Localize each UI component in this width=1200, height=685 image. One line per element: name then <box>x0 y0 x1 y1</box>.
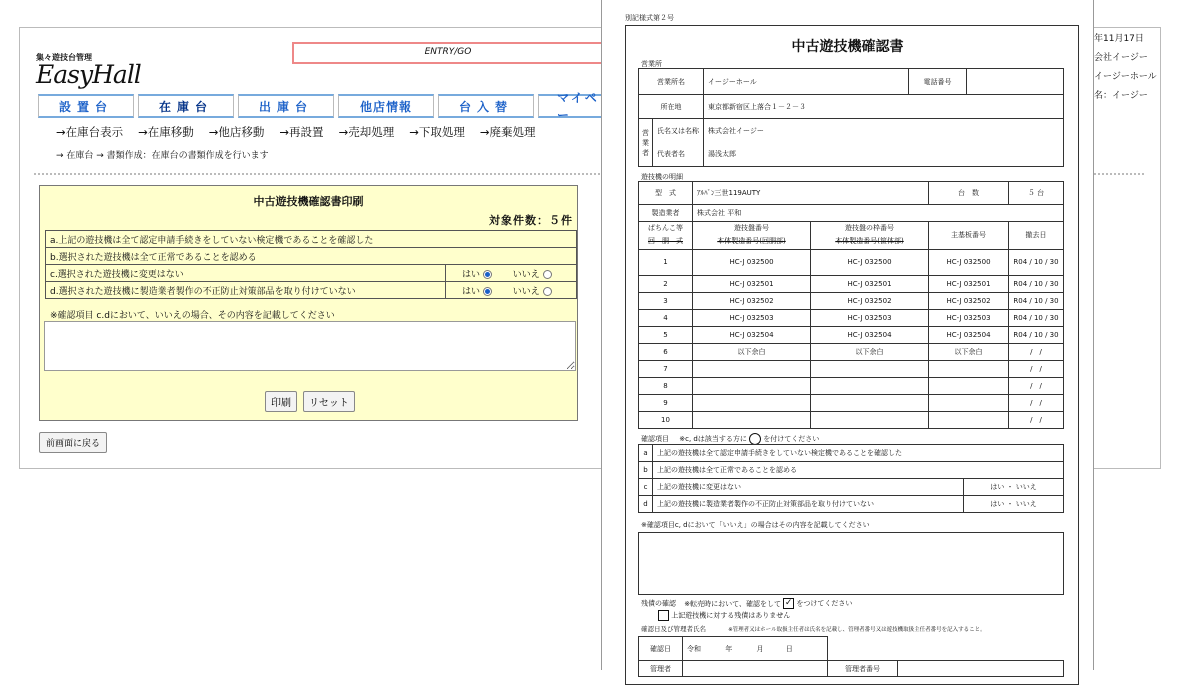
check-table <box>45 230 577 299</box>
type-value: ｱﾙﾊﾞﾝ三世119AUTY <box>693 182 929 205</box>
company-label: 氏名又は名称 <box>653 119 704 143</box>
confirm-row-b <box>639 462 1064 479</box>
rep-value: 湯浅太郎 <box>704 143 1064 167</box>
year-label: 年 <box>725 644 733 653</box>
confirm-b-key: b <box>639 462 653 479</box>
residue-item-text: 上記遊技機に対する残債はありません <box>671 611 791 620</box>
row-number: 5 <box>639 327 693 344</box>
subnav-disposal[interactable]: →廃棄処理 <box>479 125 536 139</box>
main-board-number: HC-J 032503 <box>929 310 1009 327</box>
row-number: 4 <box>639 310 693 327</box>
check-d-text: d.選択された遊技機に製造業者製作の不正防止対策部品を取り付けていない <box>46 282 446 299</box>
removal-date: R04 / 10 / 30 <box>1009 310 1064 327</box>
check-d-yes-radio[interactable] <box>483 287 492 296</box>
confirm-date-value <box>683 637 828 661</box>
check-b-text: b.選択された遊技機は全て正常であることを認める <box>46 248 577 265</box>
subnav-other-store-move[interactable]: →他店移動 <box>208 125 265 139</box>
header-hall: イージーホール <box>1094 72 1157 82</box>
check-c-yes-radio[interactable] <box>483 270 492 279</box>
residue-hint-pre: ※転売時において、確認をして <box>684 599 781 608</box>
check-c-no-radio[interactable] <box>543 270 552 279</box>
maker-row <box>639 204 1064 221</box>
form-number: 別記様式第２号 <box>625 14 674 22</box>
board-number: 以下余白 <box>693 344 811 361</box>
detail-row <box>639 276 1064 293</box>
document-preview <box>601 0 1094 673</box>
subnav-sale[interactable]: →売却処理 <box>338 125 395 139</box>
print-panel <box>39 185 578 421</box>
confirm-c-text: 上記の遊技機に変更はない <box>653 479 964 496</box>
removal-date: R04 / 10 / 30 <box>1009 249 1064 275</box>
check-mark-icon: ✓ <box>784 598 793 608</box>
confirm-hint-pre: ※c, dは該当する方に <box>679 435 747 443</box>
col5-header: 撤去日 <box>1009 221 1064 249</box>
removal-date: / / <box>1009 344 1064 361</box>
removal-date: / / <box>1009 361 1064 378</box>
row-number: 6 <box>639 344 693 361</box>
back-button[interactable]: 前画面に戻る <box>39 432 107 453</box>
col4-header: 主基板番号 <box>929 221 1009 249</box>
panel-buttons <box>265 391 355 412</box>
col1-header <box>639 221 693 249</box>
confirm-label: 確認項目 <box>641 435 669 443</box>
entry-bar[interactable]: ENTRY/GO <box>292 42 602 64</box>
confirm-a-key: a <box>639 445 653 462</box>
removal-date: R04 / 10 / 30 <box>1009 293 1064 310</box>
board-number <box>693 361 811 378</box>
board-number <box>693 395 811 412</box>
office-name: イージーホール <box>704 69 909 95</box>
row-number: 3 <box>639 293 693 310</box>
maker-label: 製造業者 <box>639 204 693 221</box>
day-label: 日 <box>785 644 793 653</box>
board-number: HC-J 032504 <box>693 327 811 344</box>
detail-row <box>639 412 1064 429</box>
confirm-row-c <box>639 479 1064 496</box>
doc-note-box <box>638 532 1064 595</box>
frame-number: HC-J 032504 <box>811 327 929 344</box>
header-info <box>1094 30 1157 106</box>
col3-header-b: 本体製造番号(筐体部) <box>835 237 904 246</box>
maker-value: 株式会社 平和 <box>693 204 1064 221</box>
date-manager-table <box>638 636 1064 677</box>
check-row-d <box>46 282 577 299</box>
frame-number: 以下余白 <box>811 344 929 361</box>
detail-row <box>639 249 1064 275</box>
address-label: 所在地 <box>639 95 704 119</box>
brand <box>36 52 141 87</box>
check-c-text: c.選択された遊技機に変更はない <box>46 265 446 282</box>
frame-number <box>811 361 929 378</box>
manager-label: 管理者 <box>639 661 683 677</box>
check-c-yes-label: はい <box>462 269 481 280</box>
main-board-number <box>929 361 1009 378</box>
tab-installed[interactable]: 設置台 <box>38 94 134 118</box>
frame-number <box>811 395 929 412</box>
detail-row <box>639 310 1064 327</box>
col2-header <box>693 221 811 249</box>
phone-value <box>967 69 1064 95</box>
detail-row <box>639 293 1064 310</box>
month-label: 月 <box>756 644 764 653</box>
main-board-number: 以下余白 <box>929 344 1009 361</box>
check-d-no-label: いいえ <box>512 286 540 297</box>
doc-note-label: ※確認項目c, dにおいて「いいえ」の場合はその内容を記載してください <box>641 521 870 529</box>
removal-date: / / <box>1009 395 1064 412</box>
check-d-yes-label: はい <box>462 286 481 297</box>
brand-logo: EasyHall <box>36 60 141 89</box>
removal-date: / / <box>1009 412 1064 429</box>
phone-label: 電話番号 <box>909 69 967 95</box>
header-company: 会社イージー <box>1094 53 1148 63</box>
main-board-number: HC-J 032501 <box>929 276 1009 293</box>
manager-row <box>639 661 1064 677</box>
residue-hint-post: をつけてください <box>796 599 853 608</box>
detail-row <box>639 361 1064 378</box>
main-board-number <box>929 412 1009 429</box>
frame-number: HC-J 032501 <box>811 276 929 293</box>
removal-date: / / <box>1009 378 1064 395</box>
frame-number: HC-J 032502 <box>811 293 929 310</box>
target-count: 対象件数：５件 <box>489 214 573 227</box>
row-number: 1 <box>639 249 693 275</box>
check-d-options <box>446 282 577 299</box>
col1-header-b: 回 胴 式 <box>648 237 683 246</box>
detail-row <box>639 378 1064 395</box>
col2-header-a: 遊技盤番号 <box>734 224 769 233</box>
sub-nav <box>56 124 550 140</box>
col1-header-a: ぱちんこ等 <box>648 224 683 233</box>
board-number: HC-J 032503 <box>693 310 811 327</box>
company-value: 株式会社イージー <box>704 119 1064 143</box>
business-label: 営業所 <box>641 60 662 68</box>
note-textarea[interactable] <box>44 321 576 371</box>
breadcrumb: → 在庫台 → 書類作成：在庫台の書類作成を行います <box>56 151 269 161</box>
confirm-d-answer: はい ・ いいえ <box>964 496 1064 513</box>
check-c-no-label: いいえ <box>512 269 540 280</box>
main-board-number <box>929 395 1009 412</box>
header-user: 名：イージー <box>1094 91 1148 101</box>
residue-heading <box>641 598 852 609</box>
header-date: 年11月17日 <box>1094 34 1144 44</box>
confirm-row-a <box>639 445 1064 462</box>
removal-date: R04 / 10 / 30 <box>1009 327 1064 344</box>
panel-title: 中古遊技機確認書印刷 <box>253 195 364 208</box>
row-number: 2 <box>639 276 693 293</box>
check-row-b <box>46 248 577 265</box>
units-label: 台 数 <box>929 182 1009 205</box>
row-number: 7 <box>639 361 693 378</box>
main-board-number <box>929 378 1009 395</box>
type-label: 型 式 <box>639 182 693 205</box>
subnav-reinstall[interactable]: →再設置 <box>279 125 324 139</box>
confirm-d-text: 上記の遊技機に製造業者製作の不正防止対策部品を取り付けていない <box>653 496 964 513</box>
business-table <box>638 68 1064 167</box>
check-a-text: a.上記の遊技機は全て認定申請手続きをしていない検定機であることを確認した <box>46 231 577 248</box>
row-number: 8 <box>639 378 693 395</box>
check-row-c <box>46 265 577 282</box>
confirm-c-key: c <box>639 479 653 496</box>
detail-row <box>639 327 1064 344</box>
type-row <box>639 182 1064 205</box>
frame-number <box>811 378 929 395</box>
operator-label: 営業者 <box>639 119 653 167</box>
subnav-inventory-move[interactable]: →在庫移動 <box>138 125 194 139</box>
residue-label: 残債の確認 <box>641 599 676 608</box>
tab-other-store[interactable]: 他店情報 <box>338 94 434 118</box>
reset-button[interactable]: リセット <box>303 391 355 412</box>
check-d-no-radio[interactable] <box>543 287 552 296</box>
office-name-label: 営業所名 <box>639 69 704 95</box>
check-c-options <box>446 265 577 282</box>
rep-row <box>639 143 1064 167</box>
blank-cell <box>828 637 1064 661</box>
main-board-number: HC-J 032500 <box>929 249 1009 275</box>
frame-number: HC-J 032500 <box>811 249 929 275</box>
manager-no-value <box>898 661 1064 677</box>
main-board-number: HC-J 032504 <box>929 327 1009 344</box>
confirm-c-answer: はい ・ いいえ <box>964 479 1064 496</box>
frame-number <box>811 412 929 429</box>
confirm-hint-post: を付けてください <box>763 435 820 443</box>
confirm-d-key: d <box>639 496 653 513</box>
era-label: 令和 <box>687 644 701 653</box>
company-row <box>639 119 1064 143</box>
residue-checkbox <box>658 610 669 621</box>
date-manager-note: ※管理者又はホール取扱主任者は氏名を記載し、管理者番号又は遊技機取扱主任者番号を記入すること。 <box>728 627 986 633</box>
board-number <box>693 378 811 395</box>
col3-header <box>811 221 929 249</box>
confirm-b-text: 上記の遊技機は全て正常であることを認める <box>653 462 1064 479</box>
board-number: HC-J 032500 <box>693 249 811 275</box>
rep-label: 代表者名 <box>653 143 704 167</box>
removal-date: R04 / 10 / 30 <box>1009 276 1064 293</box>
tab-mypage[interactable]: マイペー <box>538 94 610 118</box>
frame-number: HC-J 032503 <box>811 310 929 327</box>
confirm-table <box>638 444 1064 513</box>
manager-no-label: 管理者番号 <box>828 661 898 677</box>
tab-inventory[interactable]: 在庫台 <box>138 94 234 118</box>
date-manager-heading <box>641 624 986 633</box>
row-number: 10 <box>639 412 693 429</box>
confirm-date-label: 確認日 <box>639 637 683 661</box>
board-number: HC-J 032501 <box>693 276 811 293</box>
col3-header-a: 遊技盤の枠番号 <box>845 224 894 233</box>
confirm-date-row <box>639 637 1064 661</box>
detail-label: 遊技機の明細 <box>641 173 683 181</box>
address-value: 東京都新宿区上落合１－２－３ <box>704 95 1064 119</box>
residue-item <box>658 610 790 621</box>
document-title: 中古遊技機確認書 <box>791 39 904 55</box>
board-number: HC-J 032502 <box>693 293 811 310</box>
confirm-a-text: 上記の遊技機は全て認定申請手続きをしていない検定機であることを確認した <box>653 445 1064 462</box>
brand-subtitle: 集々遊技台管理 <box>36 53 92 62</box>
tab-replacement[interactable]: 台入替 <box>438 94 534 118</box>
main-board-number: HC-J 032502 <box>929 293 1009 310</box>
address-row <box>639 95 1064 119</box>
header-row <box>639 221 1064 249</box>
detail-rows <box>639 249 1064 428</box>
units-value: ５ 台 <box>1009 182 1064 205</box>
detail-row <box>639 395 1064 412</box>
main-tabs <box>38 91 610 122</box>
row-number: 9 <box>639 395 693 412</box>
date-manager-label: 確認日及び管理者氏名 <box>641 625 706 633</box>
col2-header-b: 本体製造番号(回胴部) <box>717 237 786 246</box>
check-row-a <box>46 231 577 248</box>
print-button[interactable]: 印刷 <box>265 391 297 412</box>
detail-table <box>638 181 1064 429</box>
manager-value <box>683 661 828 677</box>
confirm-row-d <box>639 496 1064 513</box>
office-row <box>639 69 1064 95</box>
subnav-trade-in[interactable]: →下取処理 <box>409 125 465 139</box>
board-number <box>693 412 811 429</box>
subnav-inventory-view[interactable]: →在庫台表示 <box>56 125 124 139</box>
detail-row <box>639 344 1064 361</box>
tab-outgoing[interactable]: 出庫台 <box>238 94 334 118</box>
note-label: ※確認項目 c.dにおいて、いいえの場合、その内容を記載してください <box>50 311 335 321</box>
